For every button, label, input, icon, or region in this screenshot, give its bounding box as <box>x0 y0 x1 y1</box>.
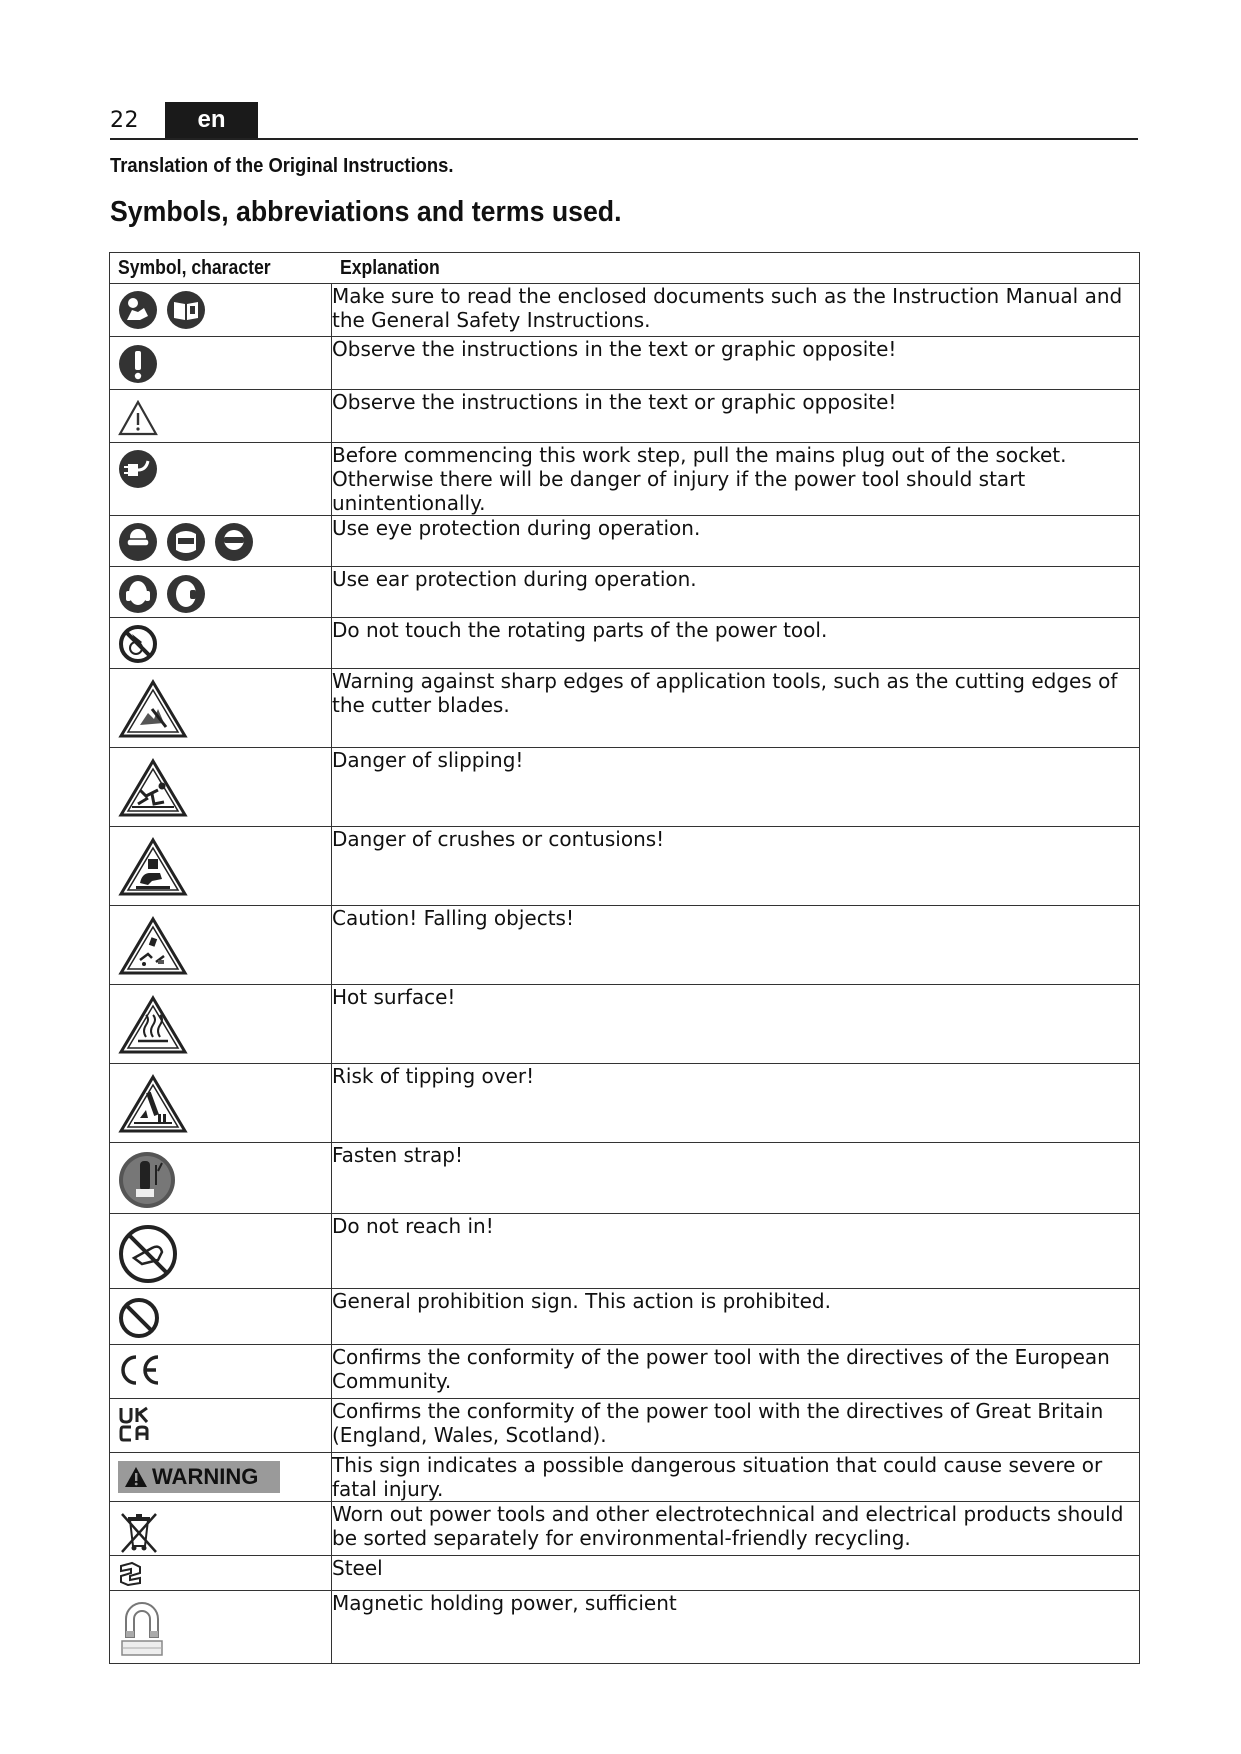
no-touch-rotating-icon <box>118 624 158 664</box>
explanation-text: Confirms the conformity of the power tool with the directives of Great Britain (England, Wales, Scotland). <box>332 1399 1140 1453</box>
warning-badge-label: WARNING <box>152 1464 259 1489</box>
page-number: 22 <box>110 108 139 133</box>
table-row <box>110 827 1140 906</box>
explanation-text: Fasten strap! <box>332 1143 1140 1214</box>
explanation-text: Make sure to read the enclosed documents such as the Instruction Manual and the General Safety Instructions. <box>332 284 1140 337</box>
explanation-text: Steel <box>332 1556 1140 1591</box>
crush-icon <box>118 837 188 897</box>
table-row <box>110 748 1140 827</box>
warning-badge <box>118 1461 280 1493</box>
table-header-row <box>110 253 1140 284</box>
table-row <box>110 618 1140 669</box>
table-row <box>110 1214 1140 1289</box>
safety-glasses-icon <box>214 522 254 562</box>
explanation-text: Danger of slipping! <box>332 748 1140 827</box>
tipping-icon <box>118 1074 188 1134</box>
ukca-mark-icon <box>118 1405 152 1443</box>
hot-surface-icon <box>118 995 188 1055</box>
explanation-text: Use ear protection during operation. <box>332 567 1140 618</box>
table-row <box>110 1143 1140 1214</box>
language-badge: en <box>165 102 258 138</box>
explanation-text: This sign indicates a possible dangerous situation that could cause severe or fatal injury. <box>332 1453 1140 1502</box>
explanation-text: Do not touch the rotating parts of the power tool. <box>332 618 1140 669</box>
slipping-icon <box>118 758 188 818</box>
table-row <box>110 1453 1140 1502</box>
magnet-icon <box>118 1597 166 1659</box>
table-row <box>110 1399 1140 1453</box>
document-title: Symbols, abbreviations and terms used. <box>110 196 622 228</box>
explanation-text: Use eye protection during operation. <box>332 516 1140 567</box>
prohibition-icon <box>118 1297 160 1339</box>
table-row <box>110 1064 1140 1143</box>
read-manual-book-icon <box>166 290 206 330</box>
table-row <box>110 443 1140 516</box>
explanation-text: Worn out power tools and other electrotechnical and electrical products should be sorted separately for environmental-friendly recycling. <box>332 1502 1140 1556</box>
table-row <box>110 906 1140 985</box>
explanation-text: Warning against sharp edges of application tools, such as the cutting edges of the cutter blades. <box>332 669 1140 748</box>
table-row <box>110 669 1140 748</box>
table-row <box>110 516 1140 567</box>
explanation-text: Hot surface! <box>332 985 1140 1064</box>
table-row <box>110 1556 1140 1591</box>
warning-badge-triangle-icon <box>124 1466 148 1488</box>
column-header-explanation: Explanation <box>340 257 440 279</box>
table-row <box>110 284 1140 337</box>
explanation-text: Observe the instructions in the text or graphic opposite! <box>332 337 1140 390</box>
table-row <box>110 1591 1140 1664</box>
table-row <box>110 567 1140 618</box>
symbols-table <box>109 252 1140 1664</box>
table-row <box>110 1289 1140 1345</box>
read-manual-person-icon <box>118 290 158 330</box>
unplug-icon <box>118 449 158 489</box>
table-row <box>110 985 1140 1064</box>
explanation-text: Observe the instructions in the text or graphic opposite! <box>332 390 1140 443</box>
falling-objects-icon <box>118 916 188 976</box>
explanation-text: Risk of tipping over! <box>332 1064 1140 1143</box>
explanation-text: Magnetic holding power, sufficient <box>332 1591 1140 1664</box>
explanation-text: Danger of crushes or contusions! <box>332 827 1140 906</box>
ear-muff-icon <box>118 573 158 615</box>
fasten-strap-icon <box>118 1151 176 1209</box>
no-reach-icon <box>118 1224 178 1284</box>
exclamation-icon <box>118 343 158 385</box>
face-shield-icon <box>166 522 206 562</box>
table-row <box>110 337 1140 390</box>
table-row <box>110 1345 1140 1399</box>
table-row <box>110 1502 1140 1556</box>
column-header-symbol: Symbol, character <box>118 257 271 279</box>
explanation-text: Do not reach in! <box>332 1214 1140 1289</box>
table-row <box>110 390 1140 443</box>
page-header <box>110 100 1138 140</box>
explanation-text: Before commencing this work step, pull the mains plug out of the socket. Otherwise there will be danger of injury if the power tool should start unintentionally. <box>332 443 1140 516</box>
ce-mark-icon <box>118 1353 162 1387</box>
weee-bin-icon <box>118 1510 160 1554</box>
explanation-text: Confirms the conformity of the power tool with the directives of the European Community. <box>332 1345 1140 1399</box>
document-subtitle: Translation of the Original Instructions. <box>110 155 454 177</box>
ear-plug-icon <box>166 573 206 615</box>
explanation-text: General prohibition sign. This action is prohibited. <box>332 1289 1140 1345</box>
steel-icon <box>118 1560 144 1586</box>
warning-triangle-icon <box>118 400 158 436</box>
explanation-text: Caution! Falling objects! <box>332 906 1140 985</box>
goggles-icon <box>118 522 158 562</box>
sharp-edges-icon <box>118 679 188 739</box>
